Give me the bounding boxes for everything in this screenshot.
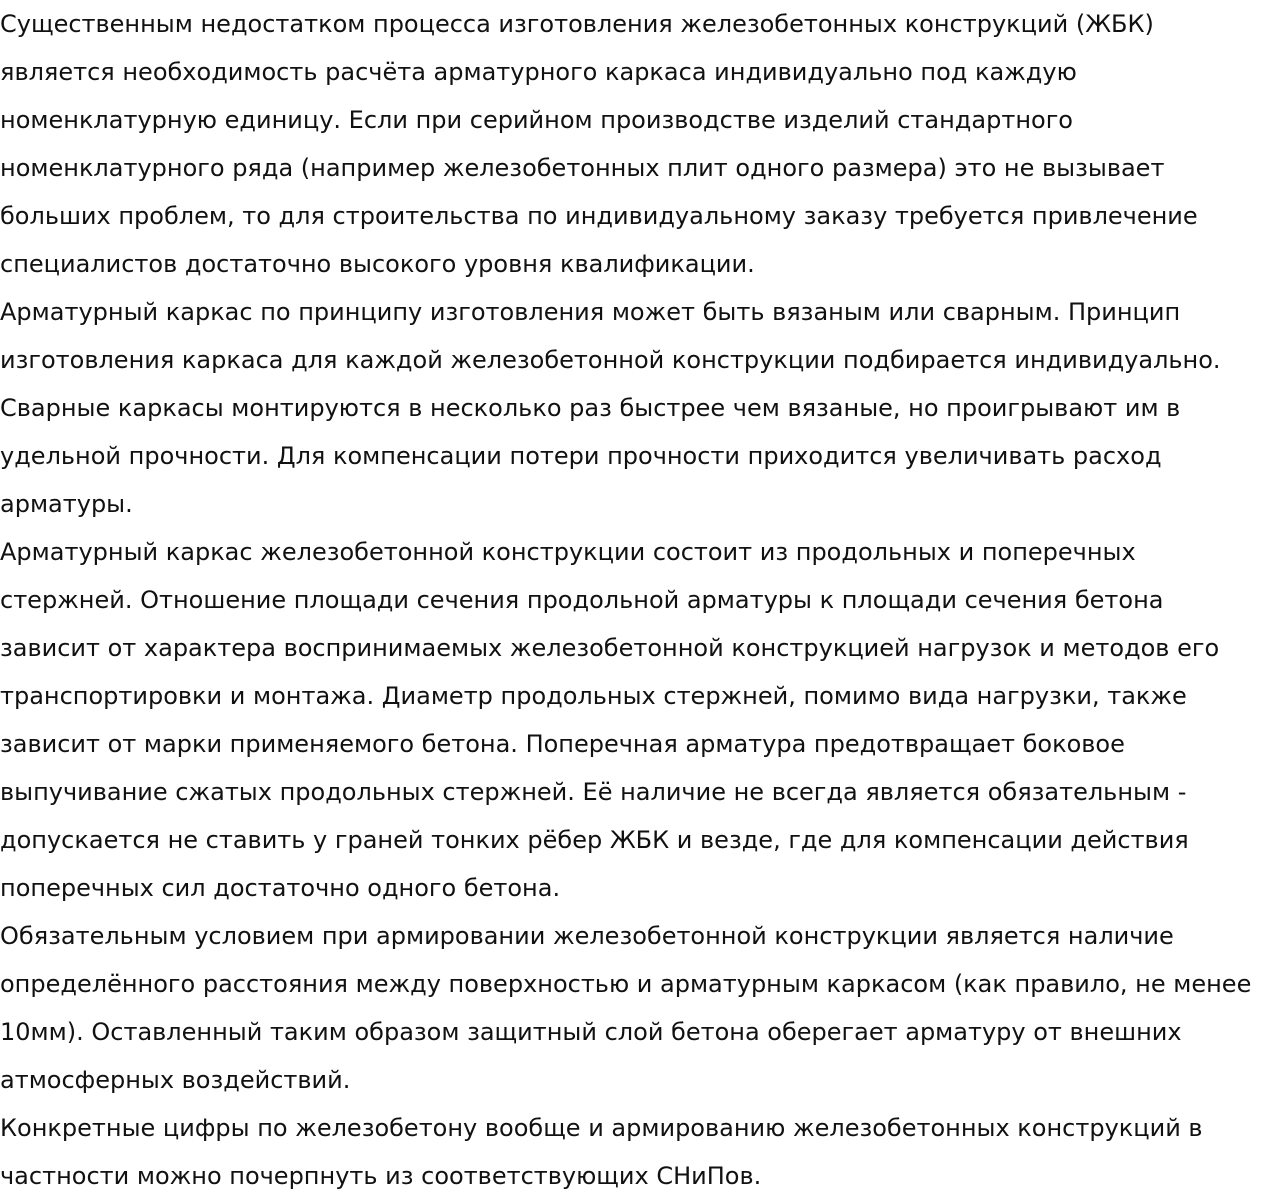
paragraph-cage-structure: Арматурный каркас железобетонной конструкции состоит из продольных и поперечных стержней. Отношение площади сечения продольной арматуры к площади сечения бетона зависит от характера воспринимаемых железобетонной конструкцией нагрузок и методов его транспортировки и монтажа. Диаметр продольных стержней, помимо вида нагрузки, также зависит от марки применяемого бетона. Поперечная арматура предотвращает боковое выпучивание сжатых продольных стержней. Её наличие не всегда является обязательным - допускается не ставить у граней тонких рёбер ЖБК и везде, где для компенсации действия поперечных сил достаточно одного бетона. bbox=[0, 538, 1220, 902]
paragraph-protective-layer: Обязательным условием при армировании железобетонной конструкции является наличие определённого расстояния между поверхностью и арматурным каркасом (как правило, не менее 10мм). Оставленный таким образом защитный слой бетона оберегает арматуру от внешних атмосферных воздействий. bbox=[0, 922, 1252, 1094]
paragraph-cage-types: Арматурный каркас по принципу изготовления может быть вязаным или сварным. Принцип изготовления каркаса для каждой железобетонной конструкции подбирается индивидуально. Сварные каркасы монтируются в несколько раз быстрее чем вязаные, но проигрывают им в удельной прочности. Для компенсации потери прочности приходится увеличивать расход арматуры. bbox=[0, 298, 1221, 518]
paragraph-rebar-calculation: Существенным недостатком процесса изготовления железобетонных конструкций (ЖБК) является необходимость расчёта арматурного каркаса индивидуально под каждую номенклатурную единицу. Если при серийном производстве изделий стандартного номенклатурного ряда (например железобетонных плит одного размера) это не вызывает больших проблем, то для строительства по индивидуальному заказу требуется привлечение специалистов достаточно высокого уровня квалификации. bbox=[0, 10, 1198, 278]
paragraph-snip-reference: Конкретные цифры по железобетону вообще и армированию железобетонных конструкций в частности можно почерпнуть из соответствующих СНиПов. bbox=[0, 1114, 1203, 1190]
